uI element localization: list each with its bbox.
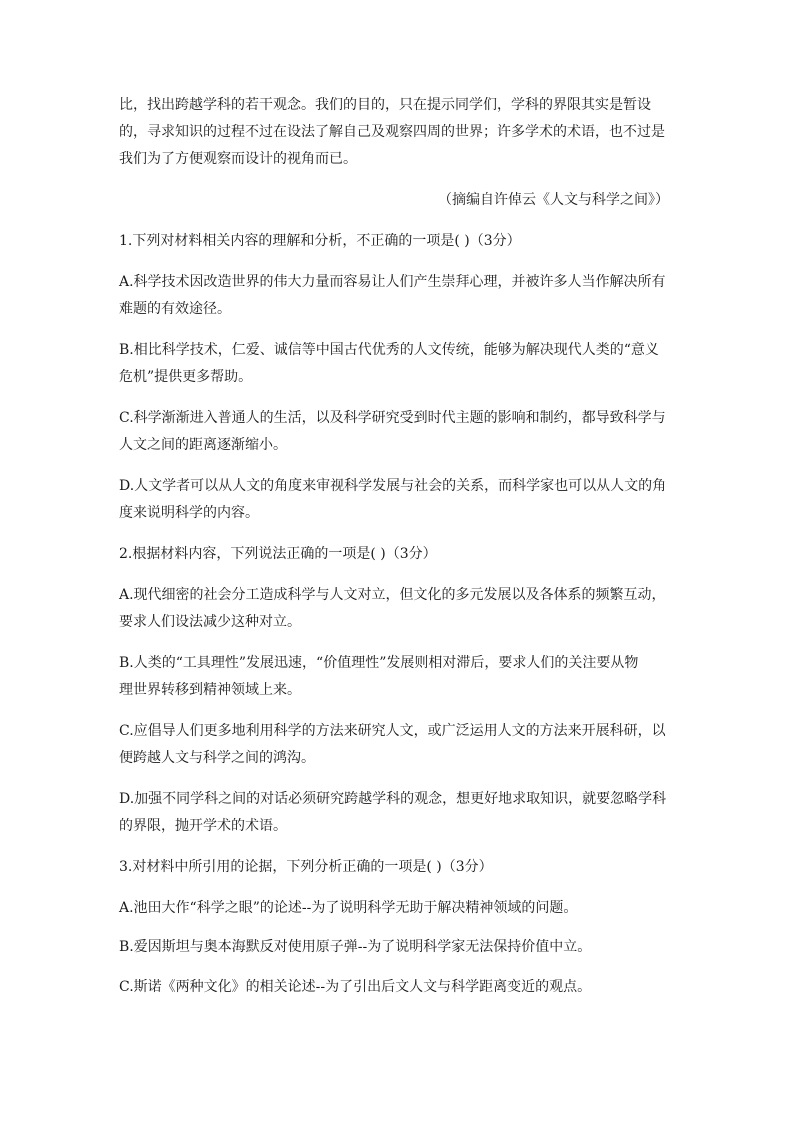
q2-option-c: C.应倡导人们更多地利用科学的方法来研究人文，或广泛运用人文的方法来开展科研，以 bbox=[119, 723, 666, 739]
q1-option-d: D.人文学者可以从人文的角度来审视科学发展与社会的关系，而科学家也可以从人文的角 bbox=[119, 478, 667, 494]
question-2-stem: 2.根据材料内容，下列说法正确的一项是( )（3分） bbox=[119, 546, 437, 562]
q1-option-b: B.相比科学技术，仁爱、诚信等中国古代优秀的人文传统，能够为解决现代人类的“意义 bbox=[119, 342, 659, 358]
passage-source: （摘编自许倬云《人文与科学之间》） bbox=[438, 192, 669, 208]
q2-option-d-cont: 的界限，抛开学术的术语。 bbox=[119, 818, 287, 834]
passage-line: 比，找出跨越学科的若干观念。我们的目的，只在提示同学们，学科的界限其实是暂设 bbox=[119, 97, 651, 113]
q1-option-b-cont: 危机”提供更多帮助。 bbox=[119, 369, 253, 385]
q1-option-c: C.科学渐渐进入普通人的生活，以及科学研究受到时代主题的影响和制约，都导致科学与 bbox=[119, 410, 666, 426]
q3-option-c: C.斯诺《两种文化》的相关论述--为了引出后文人文与科学距离变近的观点。 bbox=[119, 979, 592, 995]
q3-option-a: A.池田大作“科学之眼”的论述--为了说明科学无助于解决精神领域的问题。 bbox=[119, 900, 578, 916]
q2-option-b-cont: 理世界转移到精神领域上来。 bbox=[119, 682, 301, 698]
q1-option-a: A.科学技术因改造世界的伟大力量而容易让人们产生崇拜心理，并被许多人当作解决所有 bbox=[119, 274, 666, 290]
q2-option-a: A.现代细密的社会分工造成科学与人文对立，但文化的多元发展以及各体系的频繁互动， bbox=[119, 587, 666, 603]
q1-option-c-cont: 人文之间的距离逐渐缩小。 bbox=[119, 437, 287, 453]
q2-option-a-cont: 要求人们设法减少这种对立。 bbox=[119, 614, 301, 630]
q3-option-b: B.爱因斯坦与奥本海默反对使用原子弹--为了说明科学家无法保持价值中立。 bbox=[119, 939, 592, 955]
passage-line: 我们为了方便观察而设计的视角而已。 bbox=[119, 151, 357, 167]
q1-option-a-cont: 难题的有效途径。 bbox=[119, 301, 231, 317]
q1-option-d-cont: 度来说明科学的内容。 bbox=[119, 505, 259, 521]
q2-option-c-cont: 便跨越人文与科学之间的鸿沟。 bbox=[119, 750, 315, 766]
q2-option-b: B.人类的“工具理性”发展迅速，“价值理性”发展则相对滞后，要求人们的关注要从物 bbox=[119, 655, 639, 671]
question-1-stem: 1.下列对材料相关内容的理解和分析，不正确的一项是( )（3分） bbox=[119, 233, 521, 249]
passage-line: 的，寻求知识的过程不过在设法了解自己及观察四周的世界；许多学术的术语，也不过是 bbox=[119, 124, 665, 140]
question-3-stem: 3.对材料中所引用的论据，下列分析正确的一项是( )（3分） bbox=[119, 859, 493, 875]
q2-option-d: D.加强不同学科之间的对话必须研究跨越学科的观念，想更好地求取知识，就要忽略学科 bbox=[119, 791, 667, 807]
